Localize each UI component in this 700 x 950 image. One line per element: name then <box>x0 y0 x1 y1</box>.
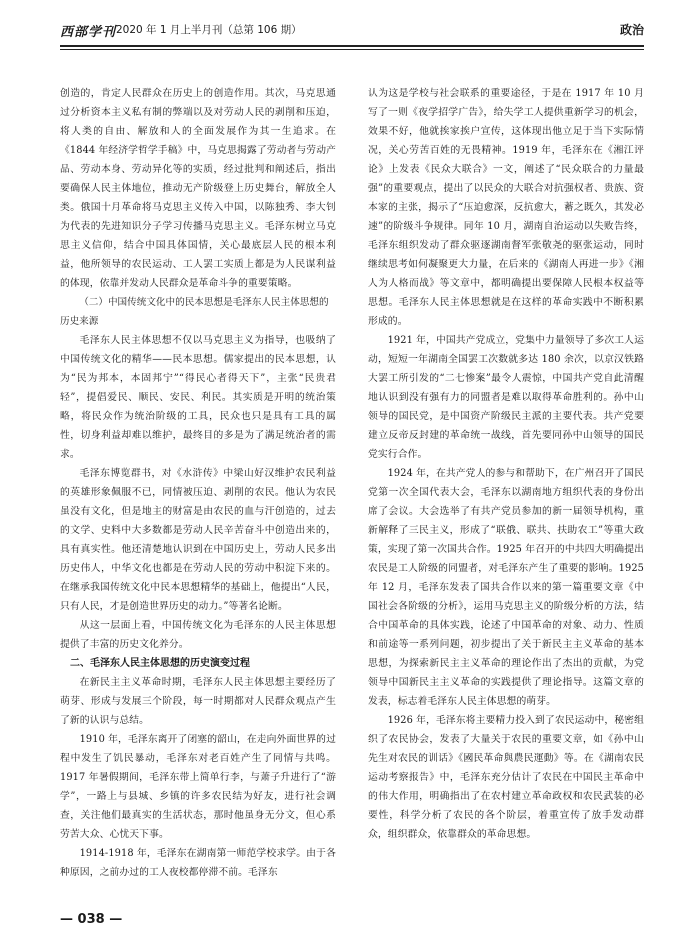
body-paragraph: 从这一层面上看，中国传统文化为毛泽东的人民主体思想提供了丰富的历史文化养分。 <box>60 620 336 650</box>
body-paragraph: 毛泽东博览群书，对《水浒传》中梁山好汉维护农民利益的英雄形象佩服不已，同情被压迫、剥削的农民。他认为农民虽没有文化，但是地主的财富是由农民的血与汗创造的，过去的文学、史料中大多数都是劳动人民辛苦奋斗中创造出来的，具有真实性。他还清楚地认识到在中国历史上，劳动人民多出历史伟人，中华文化也都是在劳动人民的劳动中积淀下来的。在继承我国传统文化中民本思想精华的基础上，他提出“人民，只有人民，才是创造世界历史的动力。”等著名论断。 <box>60 468 336 612</box>
body-paragraph: 1926 年，毛泽东将主要精力投入到了农民运动中，秘密组织了农民协会，发表了大量关于农民的重要文章，如《孙中山先生对农民的训话》《國民革命與農民運動》等。在《湖南农民运动考察报告》中，毛泽东充分估计了农民在中国民主革命中的伟大作用，明确指出了在农村建立革命政权和农民武装的必要性，科学分析了农民的各个阶层，着重宣传了放手发动群众，组织群众，依靠群众的革命思想。 <box>368 715 644 840</box>
issue-info: 2020 年 1 月上半月刊（总第 106 期） <box>116 24 302 36</box>
section-heading: 二、毛泽东人民主体思想的历史演变过程 <box>70 658 250 669</box>
page-header <box>60 14 644 44</box>
body-paragraph: 1910 年，毛泽东离开了闭塞的韶山，在走向外面世界的过程中发生了饥民暴动，毛泽东对老百姓产生了同情与共鸣。1917 年暑假期间，毛泽东带上简单行李，与萧子升进行了“游学”，一路上与县城、乡镇的许多农民结为好友，进行社会调查，关注他们最真实的生活状态，那时他虽身无分文，但心系劳苦大众、心忧天下事。 <box>60 734 336 840</box>
section-label: 政治 <box>619 23 644 37</box>
right-column <box>368 84 644 914</box>
body-paragraph: 毛泽东人民主体思想不仅以马克思主义为指导，也吸纳了中国传统文化的精华——民本思想。儒家提出的民本思想，认为“民为邦本，本固邦宁”“得民心者得天下”，主张“民贵君轻”，提倡爱民、顺民、安民、利民。其实质是开明的统治策略，将民众作为统治阶级的工具，民众也只是具有工具的属性，切身利益却难以维护，最终目的多是为了满足统治者的需求。 <box>60 335 336 460</box>
body-paragraph: 1914-1918 年，毛泽东在湖南第一师范学校求学。由于各种原因，之前办过的工人夜校都停滞不前。毛泽东 <box>60 848 336 878</box>
header-rule-thick <box>60 45 644 47</box>
subsection-heading: （二）中国传统文化中的民本思想是毛泽东人民主体思想的历史来源 <box>60 297 329 327</box>
page-number: — 038 — <box>60 912 123 927</box>
journal-logo: 西部学刊 <box>60 25 117 40</box>
body-paragraph: 创造的，肯定人民群众在历史上的创造作用。其次，马克思通过分析资本主义私有制的弊端以及对劳动人民的剥削和压迫，将人类的自由、解放和人的全面发展作为其一生追求。在《1844 年经济学哲学手稿》中，马克思揭露了劳动者与劳动产品、劳动本身、劳动异化等的实质，经过批判和阐述后，指出要确保人民主体地位，推动无产阶级登上历史舞台，解放全人类。俄国十月革命将马克思主义传入中国，以陈独秀、李大钊为代表的先进知识分子学习传播马克思主义。毛泽东树立马克思主义信仰，结合中国具体国情，关心最底层人民的根本利益，他所领导的农民运动、工人罢工实质上都是为人民谋利益的体现，依靠并发动人民群众是革命斗争的重要策略。 <box>60 88 336 289</box>
body-paragraph: 在新民主主义革命时期，毛泽东人民主体思想主要经历了萌芽、形成与发展三个阶段，每一时期都对人民群众观点产生了新的认识与总结。 <box>60 677 336 726</box>
left-column <box>60 84 336 914</box>
header-rule-thin <box>60 49 644 50</box>
body-paragraph: 1921 年，中国共产党成立，党集中力量领导了多次工人运动，短短一年湖南全国罢工次数就多达 180 余次，以京汉铁路大罢工所引发的“二七惨案”最令人震惊，中国共产党自此清醒地认识到没有强有力的同盟者是难以取得革命胜利的。孙中山领导的国民党，是中国资产阶级民主派的主要代表。共产党要建立反帝反封建的革命统一战线，首先要同孙中山领导的国民党实行合作。 <box>368 335 644 460</box>
body-paragraph: 1924 年，在共产党人的参与和帮助下，在广州召开了国民党第一次全国代表大会，毛泽东以湖南地方组织代表的身份出席了会议。大会选举了有共产党员参加的新一届领导机构，重新解释了三民主义，形成了“联俄、联共、扶助农工”等重大政策，实现了第一次国共合作。1925 年召开的中共四大明确提出农民是工人阶级的同盟者，对毛泽东产生了重要的影响。1925 年 12 月，毛泽东发表了国共合作以来的第一篇重要文章《中国社会各阶级的分析》，运用马克思主义的阶级分析的方法，结合中国革命的具体实践，论述了中国革命的对象、动力、性质和前途等一系列问题，初步提出了关于新民主主义革命的基本思想，为探索新民主主义革命的理论作出了杰出的贡献，为党领导中国新民主主义革命的实践提供了理论指导。这篇文章的发表，标志着毛泽东人民主体思想的萌芽。 <box>368 468 644 707</box>
body-paragraph: 认为这是学校与社会联系的重要途径，于是在 1917 年 10 月写了一则《夜学招学广告》，给失学工人提供重新学习的机会，效果不好，他就挨家挨户宣传，这体现出他立足于当下实际情况，关心劳苦百姓的无畏精神。1919 年，毛泽东在《湘江评论》上发表《民众大联合》一文，阐述了“民众联合的力量最强”的重要观点，提出了以民众的大联合对抗强权者、贵族、资本家的主张，揭示了“压迫愈深，反抗愈大，蓄之既久，其发必速”的阶级斗争规律。同年 10 月，湖南自治运动以失败告终，毛泽东组织发动了群众驱逐湖南督军张敬尧的驱张运动，同时继续思考如何凝聚更大力量，在后来的《湖南人再进一步》《湘人为人格而战》等文章中，都明确提出要保障人民根本权益等思想。毛泽东人民主体思想就是在这样的革命实践中不断积累形成的。 <box>368 88 644 327</box>
